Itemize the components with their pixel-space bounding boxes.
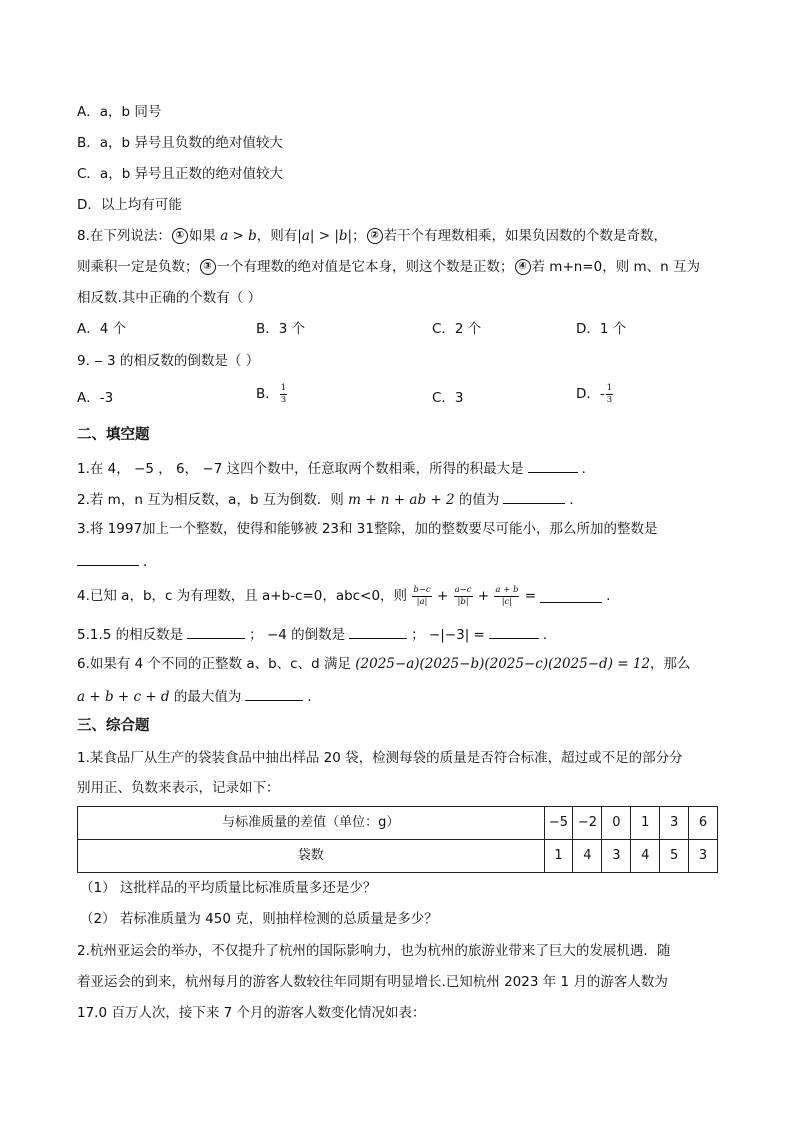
q8-condition: a > b — [220, 228, 257, 244]
s2-q1-end: ． — [581, 461, 596, 477]
fraction-numerator: a + b — [495, 585, 519, 595]
s2-q2-end: ． — [569, 492, 583, 508]
fraction-denominator: |b| — [457, 596, 469, 607]
circled-number-icon: ① — [172, 228, 188, 244]
circled-number-icon: ② — [367, 228, 383, 244]
circled-number-icon: ③ — [200, 259, 216, 275]
s2-q3-line1: 3.将 1997加上一个整数，使得和能够被 23和 31整除，加的整数要尽可能小，那么所加的整数是 — [77, 521, 658, 537]
table-cell: 5 — [660, 840, 689, 873]
table-cell: 6 — [689, 807, 718, 840]
q8-text: 如果 — [188, 228, 221, 244]
fraction-numerator: 1 — [280, 383, 287, 393]
circled-number-icon: ④ — [515, 259, 531, 275]
s2-q2-expression: m + n + ab + 2 — [348, 492, 455, 508]
plus-sign: + — [436, 587, 449, 604]
table-row — [78, 840, 718, 873]
s3-q1-sub1: （1） 这批样品的平均质量比标准质量多还是少？ — [80, 880, 377, 896]
s2-q3-line2 — [77, 552, 157, 570]
q9-option-c: C．3 — [432, 390, 464, 406]
s2-q6-text: 6.如果有 4 个不同的正整数 a、b、c、d 满足 — [77, 656, 356, 672]
q8-text: 一个有理数的绝对值是它本身，则这个数是正数； — [216, 259, 514, 275]
answer-blank[interactable] — [77, 552, 139, 566]
table-header-cell: 袋数 — [78, 840, 545, 873]
fraction — [280, 384, 287, 404]
q8-text: ； — [352, 228, 366, 244]
q9-option-d-prefix: D．- — [576, 386, 605, 402]
s2-q5-end: ． — [542, 627, 557, 643]
s3-q1-line1: 1.某食品厂从生产的袋装食品中抽出样品 20 袋，检测每袋的质量是否符合标准，超过或不足的部分分 — [77, 750, 683, 766]
q8-text: 若干个有理数相乘，如果负因数的个数是奇数， — [383, 228, 668, 244]
q9-option-d — [576, 384, 614, 404]
s2-q4-end: . — [606, 587, 611, 604]
equals-sign: = — [524, 587, 537, 604]
q9-option-b — [256, 384, 288, 404]
fraction — [412, 586, 431, 606]
fraction-denominator: 3 — [280, 394, 287, 405]
s2-q4 — [77, 586, 610, 606]
q7-option-c: C．a，b 异号且正数的绝对值较大 — [77, 166, 284, 182]
table-cell: 3 — [689, 840, 718, 873]
s2-q5-text: 5.1.5 的相反数是 — [77, 627, 184, 643]
section-heading-fill-in: 二、填空题 — [77, 427, 150, 443]
q7-option-a: A．a，b 同号 — [77, 104, 162, 120]
fraction — [494, 586, 519, 606]
q8-option-b: B．3 个 — [256, 321, 306, 337]
q8-text: 8.在下列说法： — [77, 228, 171, 244]
q8-abs-expr: |a| > |b| — [297, 228, 353, 244]
s2-q6-text: ，那么 — [650, 656, 691, 672]
section-heading-comprehensive: 三、综合题 — [77, 718, 150, 734]
s2-q2 — [77, 490, 583, 508]
fraction-denominator: |c| — [501, 596, 513, 607]
s2-q6-text: 的最大值为 — [169, 689, 242, 705]
mass-difference-table — [77, 806, 718, 873]
answer-blank[interactable] — [245, 687, 303, 701]
fraction-numerator: b−c — [413, 585, 431, 595]
q8-option-d: D．1 个 — [576, 321, 627, 337]
s3-q1-sub2: （2） 若标准质量为 450 克，则抽样检测的总质量是多少？ — [80, 911, 438, 927]
q8-line3: 相反数.其中正确的个数有（ ） — [77, 290, 262, 306]
answer-blank[interactable] — [503, 490, 565, 504]
table-cell: 3 — [660, 807, 689, 840]
table-cell: 4 — [631, 840, 660, 873]
s2-q5 — [77, 625, 556, 643]
s2-q6-line1 — [77, 656, 691, 672]
q8-line2 — [77, 259, 700, 275]
s3-q2-line1: 2.杭州亚运会的举办，不仅提升了杭州的国际影响力，也为杭州的旅游业带来了巨大的发展机遇．随 — [77, 943, 671, 959]
s3-q2-line3: 17.0 百万人次，接下来 7 个月的游客人数变化情况如表： — [77, 1005, 426, 1021]
table-cell: 1 — [544, 840, 573, 873]
q8-line1 — [77, 228, 667, 244]
fraction-denominator: 3 — [606, 394, 613, 405]
table-row — [78, 807, 718, 840]
answer-blank[interactable] — [528, 459, 578, 473]
s2-q1-text: 1.在 4， −5 ， 6， −7 这四个数中，任意取两个数相乘，所得的积最大是 — [77, 461, 524, 477]
q7-option-b: B．a，b 异号且负数的绝对值较大 — [77, 135, 283, 151]
s2-q6-expression: (2025−a)(2025−b)(2025−c)(2025−d) = 12 — [355, 656, 651, 672]
fraction-denominator: |a| — [416, 596, 428, 607]
s2-q3-end: ． — [143, 554, 157, 570]
s2-q1 — [77, 459, 595, 477]
q9-option-b-prefix: B． — [256, 386, 279, 402]
q7-option-d: D．以上均有可能 — [77, 197, 182, 213]
table-header-cell: 与标准质量的差值（单位：g） — [78, 807, 545, 840]
s2-q6-end: ． — [307, 689, 321, 705]
answer-blank[interactable] — [187, 625, 245, 639]
s2-q4-text: 4.已知 a，b，c 为有理数，且 a+b-c=0，abc<0，则 — [77, 587, 408, 604]
q8-text: ，则有 — [256, 228, 298, 244]
q8-text: 则乘积一定是负数； — [77, 259, 199, 275]
table-cell: −2 — [573, 807, 602, 840]
plus-sign: + — [477, 587, 490, 604]
q8-option-a: A．4 个 — [77, 321, 127, 337]
table-cell: 1 — [631, 807, 660, 840]
q9-option-a: A．-3 — [77, 390, 114, 406]
s2-q2-text: 的值为 — [454, 492, 500, 508]
answer-blank[interactable] — [349, 625, 407, 639]
s2-q5-text: ； −4 的倒数是 — [249, 627, 346, 643]
s2-q6-line2 — [77, 687, 321, 705]
answer-blank[interactable] — [540, 589, 602, 603]
fraction-numerator: 1 — [606, 383, 613, 393]
table-cell: 4 — [573, 840, 602, 873]
table-cell: 0 — [602, 807, 631, 840]
fraction — [606, 384, 613, 404]
q9-stem: 9. ‒ 3 的相反数的倒数是（ ） — [77, 353, 260, 369]
s3-q2-line2: 着亚运会的到来，杭州每月的游客人数较往年同期有明显增长.已知杭州 2023 年 1 月的游客人数为 — [77, 974, 668, 990]
s2-q6-sum-expression: a + b + c + d — [77, 689, 170, 705]
s2-q5-text: ； −|−3| = — [411, 627, 485, 643]
fraction-numerator: a−c — [454, 585, 472, 595]
table-cell: −5 — [544, 807, 573, 840]
s2-q2-text: 2.若 m，n 互为相反数，a，b 互为倒数．则 — [77, 492, 349, 508]
answer-blank[interactable] — [489, 625, 539, 639]
q8-text: 若 m+n=0，则 m、n 互为 — [531, 259, 700, 275]
table-cell: 3 — [602, 840, 631, 873]
s3-q1-line2: 别用正、负数来表示，记录如下： — [77, 780, 280, 796]
q8-option-c: C．2 个 — [432, 321, 482, 337]
fraction — [454, 586, 473, 606]
